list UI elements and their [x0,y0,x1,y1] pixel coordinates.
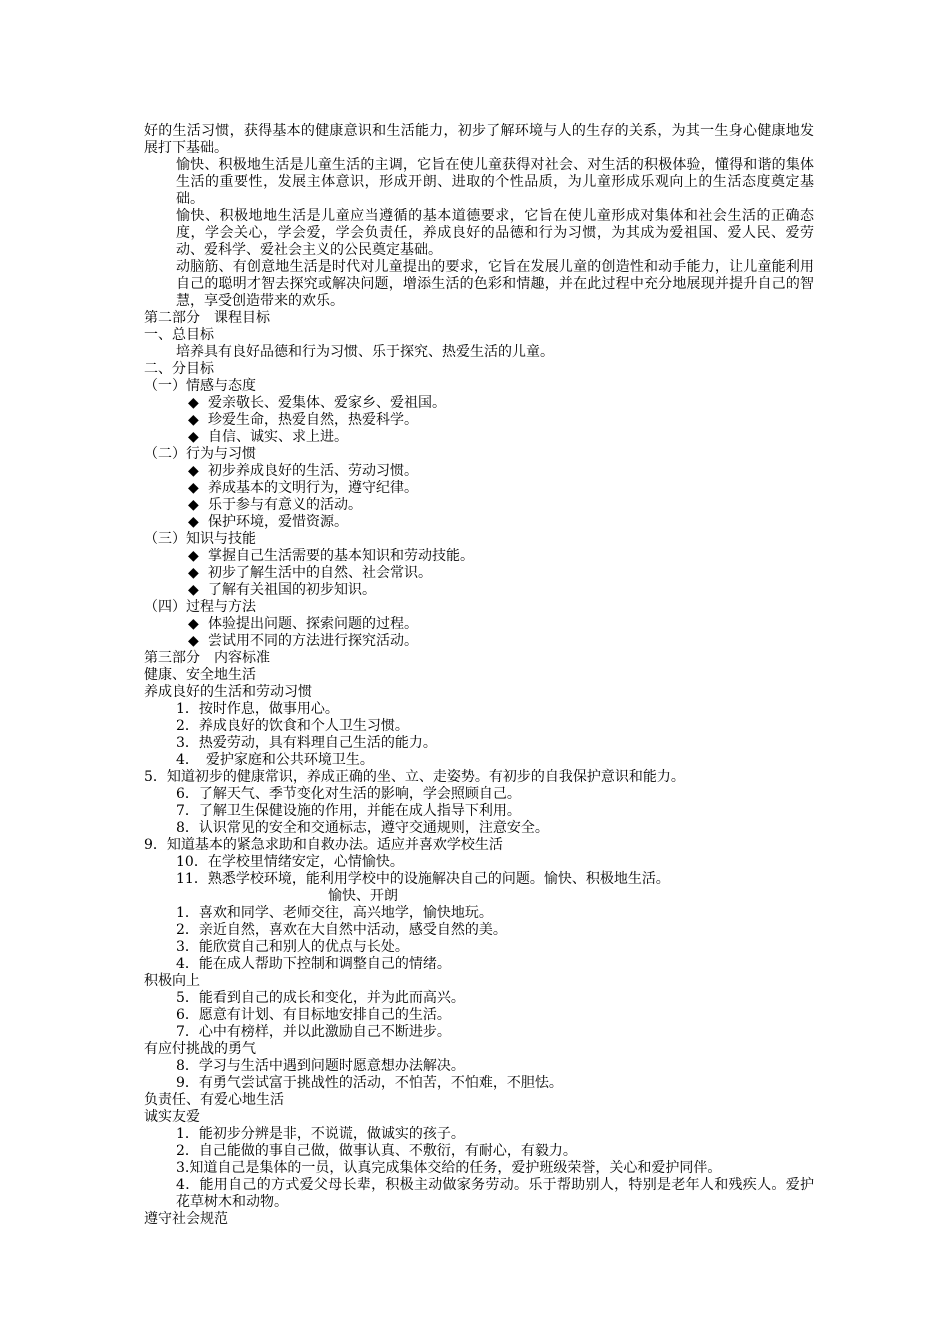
goal-item-text: 养成基本的文明行为，遵守纪律。 [208,480,418,496]
standard-item: 7．了解卫生保健设施的作用，并能在成人指导下利用。 [176,803,521,819]
diamond-bullet-icon: ◆ [188,395,199,411]
goal-item-text: 珍爱生命，热爱自然，热爱科学。 [208,412,418,428]
diamond-bullet-icon: ◆ [188,429,199,445]
goal-item-text: 初步养成良好的生活、劳动习惯。 [208,463,418,479]
goal-item-text: 掌握自己生活需要的基本知识和劳动技能。 [208,548,474,564]
sub-goal-heading: 二、分目标 [144,361,214,377]
overall-goal-text: 培养具有良好品德和行为习惯、乐于探究、热爱生活的儿童。 [176,344,554,360]
document-page [144,123,814,1228]
part3-title: 第三部分 内容标准 [144,650,270,666]
standard-item: 4．能在成人帮助下控制和调整自己的情绪。 [176,956,451,972]
section-heading: 负责任、有爱心地生活 [144,1092,284,1108]
goal-item-text: 体验提出问题、探索问题的过程。 [208,616,418,632]
standard-item: 1．能初步分辨是非，不说谎，做诚实的孩子。 [176,1126,465,1142]
goal-item-text: 了解有关祖国的初步知识。 [208,582,376,598]
goal-item [144,412,814,429]
standard-item: 2．养成良好的饮食和个人卫生习惯。 [176,718,409,734]
standard-item: 5．知道初步的健康常识，养成正确的坐、立、走姿势。有初步的自我保护意识和能力。 [144,769,685,785]
diamond-bullet-icon: ◆ [188,463,199,479]
standard-item: 11．熟悉学校环境，能利用学校中的设施解决自己的问题。愉快、积极地生活。 [176,871,670,887]
standard-item: 6．了解天气、季节变化对生活的影响，学会照顾自己。 [176,786,521,802]
goal-item [144,395,814,412]
overall-goal-heading: 一、总目标 [144,327,214,343]
standard-item: 6．愿意有计划、有目标地安排自己的生活。 [176,1007,451,1023]
standard-item: 3.知道自己是集体的一员，认真完成集体交给的任务，爱护班级荣誉，关心和爱护同伴。 [176,1160,722,1176]
goal-item [144,480,814,497]
goal-item-text: 爱亲敬长、爱集体、爱家乡、爱祖国。 [208,395,446,411]
goal-item [144,616,814,633]
goal-group [144,599,814,650]
goal-item [144,497,814,514]
intro-paragraph-3: 动脑筋、有创意地生活是时代对儿童提出的要求，它旨在发展儿童的创造性和动手能力，让儿童能利用自己的聪明才智去探究或解决问题，增添生活的色彩和情趣，并在此过程中充分地展现并提升自己的智慧，享受创造带来的欢乐。 [176,259,814,309]
standard-item: 3．能欣赏自己和别人的优点与长处。 [176,939,409,955]
section-heading: 健康、安全地生活 [144,667,256,683]
standard-item: 9．有勇气尝试富于挑战性的活动，不怕苦，不怕难，不胆怯。 [176,1075,563,1091]
goal-item [144,548,814,565]
standard-item: 1．喜欢和同学、老师交往，高兴地学，愉快地玩。 [176,905,493,921]
standard-item: 2．亲近自然，喜欢在大自然中活动，感受自然的美。 [176,922,507,938]
standard-item: 8．认识常见的安全和交通标志，遵守交通规则，注意安全。 [176,820,549,836]
goal-item-text: 乐于参与有意义的活动。 [208,497,362,513]
standard-item: 4． 爱护家庭和公共环境卫生。 [176,752,374,768]
diamond-bullet-icon: ◆ [188,633,199,649]
diamond-bullet-icon: ◆ [188,497,199,513]
diamond-bullet-icon: ◆ [188,565,199,581]
standard-item: 2．自己能做的事自己做，做事认真、不敷衍，有耐心，有毅力。 [176,1143,577,1159]
subsection-heading: 遵守社会规范 [144,1211,228,1227]
diamond-bullet-icon: ◆ [188,412,199,428]
diamond-bullet-icon: ◆ [188,514,199,530]
goal-item [144,582,814,599]
diamond-bullet-icon: ◆ [188,616,199,632]
subsection-heading: 有应付挑战的勇气 [144,1041,256,1057]
standard-item: 4．能用自己的方式爱父母长辈，积极主动做家务劳动。乐于帮助别人，特别是老年人和残疾人。爱护花草树木和动物。 [176,1177,814,1210]
goal-group [144,446,814,531]
goal-group-label: （一）情感与态度 [144,378,256,394]
diamond-bullet-icon: ◆ [188,548,199,564]
goal-item [144,429,814,446]
goal-group-label: （三）知识与技能 [144,531,256,547]
standard-item: 7．心中有榜样，并以此激励自己不断进步。 [176,1024,451,1040]
intro-paragraph-1: 愉快、积极地生活是儿童生活的主调，它旨在使儿童获得对社会、对生活的积极体验，懂得和谐的集体生活的重要性，发展主体意识，形成开朗、进取的个性品质，为儿童形成乐观向上的生活态度奠定基础。 [176,157,814,207]
goal-item [144,565,814,582]
diamond-bullet-icon: ◆ [188,480,199,496]
diamond-bullet-icon: ◆ [188,582,199,598]
standard-item: 5．能看到自己的成长和变化，并为此而高兴。 [176,990,465,1006]
goal-group [144,378,814,446]
standard-item: 9．知道基本的紧急求助和自救办法。适应并喜欢学校生活 [144,837,503,853]
subsection-heading: 愉快、开朗 [328,888,398,904]
goal-item-text: 尝试用不同的方法进行探究活动。 [208,633,418,649]
goal-item-text: 保护环境，爱惜资源。 [208,514,348,530]
standard-item: 3．热爱劳动，具有料理自己生活的能力。 [176,735,437,751]
subsection-heading: 积极向上 [144,973,200,989]
part2-title: 第二部分 课程目标 [144,310,270,326]
standard-item: 1．按时作息，做事用心。 [176,701,339,717]
goal-group-label: （二）行为与习惯 [144,446,256,462]
goal-group [144,531,814,599]
intro-paragraph-2: 愉快、积极地地生活是儿童应当遵循的基本道德要求，它旨在使儿童形成对集体和社会生活的正确态度，学会关心，学会爱，学会负责任，养成良好的品德和行为习惯，为其成为爱祖国、爱人民、爱劳动、爱科学、爱社会主义的公民奠定基础。 [176,208,814,258]
subsection-heading: 养成良好的生活和劳动习惯 [144,684,312,700]
intro-paragraph-0: 好的生活习惯，获得基本的健康意识和生活能力，初步了解环境与人的生存的关系，为其一生身心健康地发展打下基础。 [144,123,814,156]
goal-item [144,514,814,531]
goal-item [144,633,814,650]
standard-item: 8．学习与生活中遇到问题时愿意想办法解决。 [176,1058,465,1074]
goal-group-label: （四）过程与方法 [144,599,256,615]
goal-item [144,463,814,480]
standard-item: 10．在学校里情绪安定，心情愉快。 [176,854,404,870]
goal-item-text: 自信、诚实、求上进。 [208,429,348,445]
subsection-heading: 诚实友爱 [144,1109,200,1125]
goal-item-text: 初步了解生活中的自然、社会常识。 [208,565,432,581]
